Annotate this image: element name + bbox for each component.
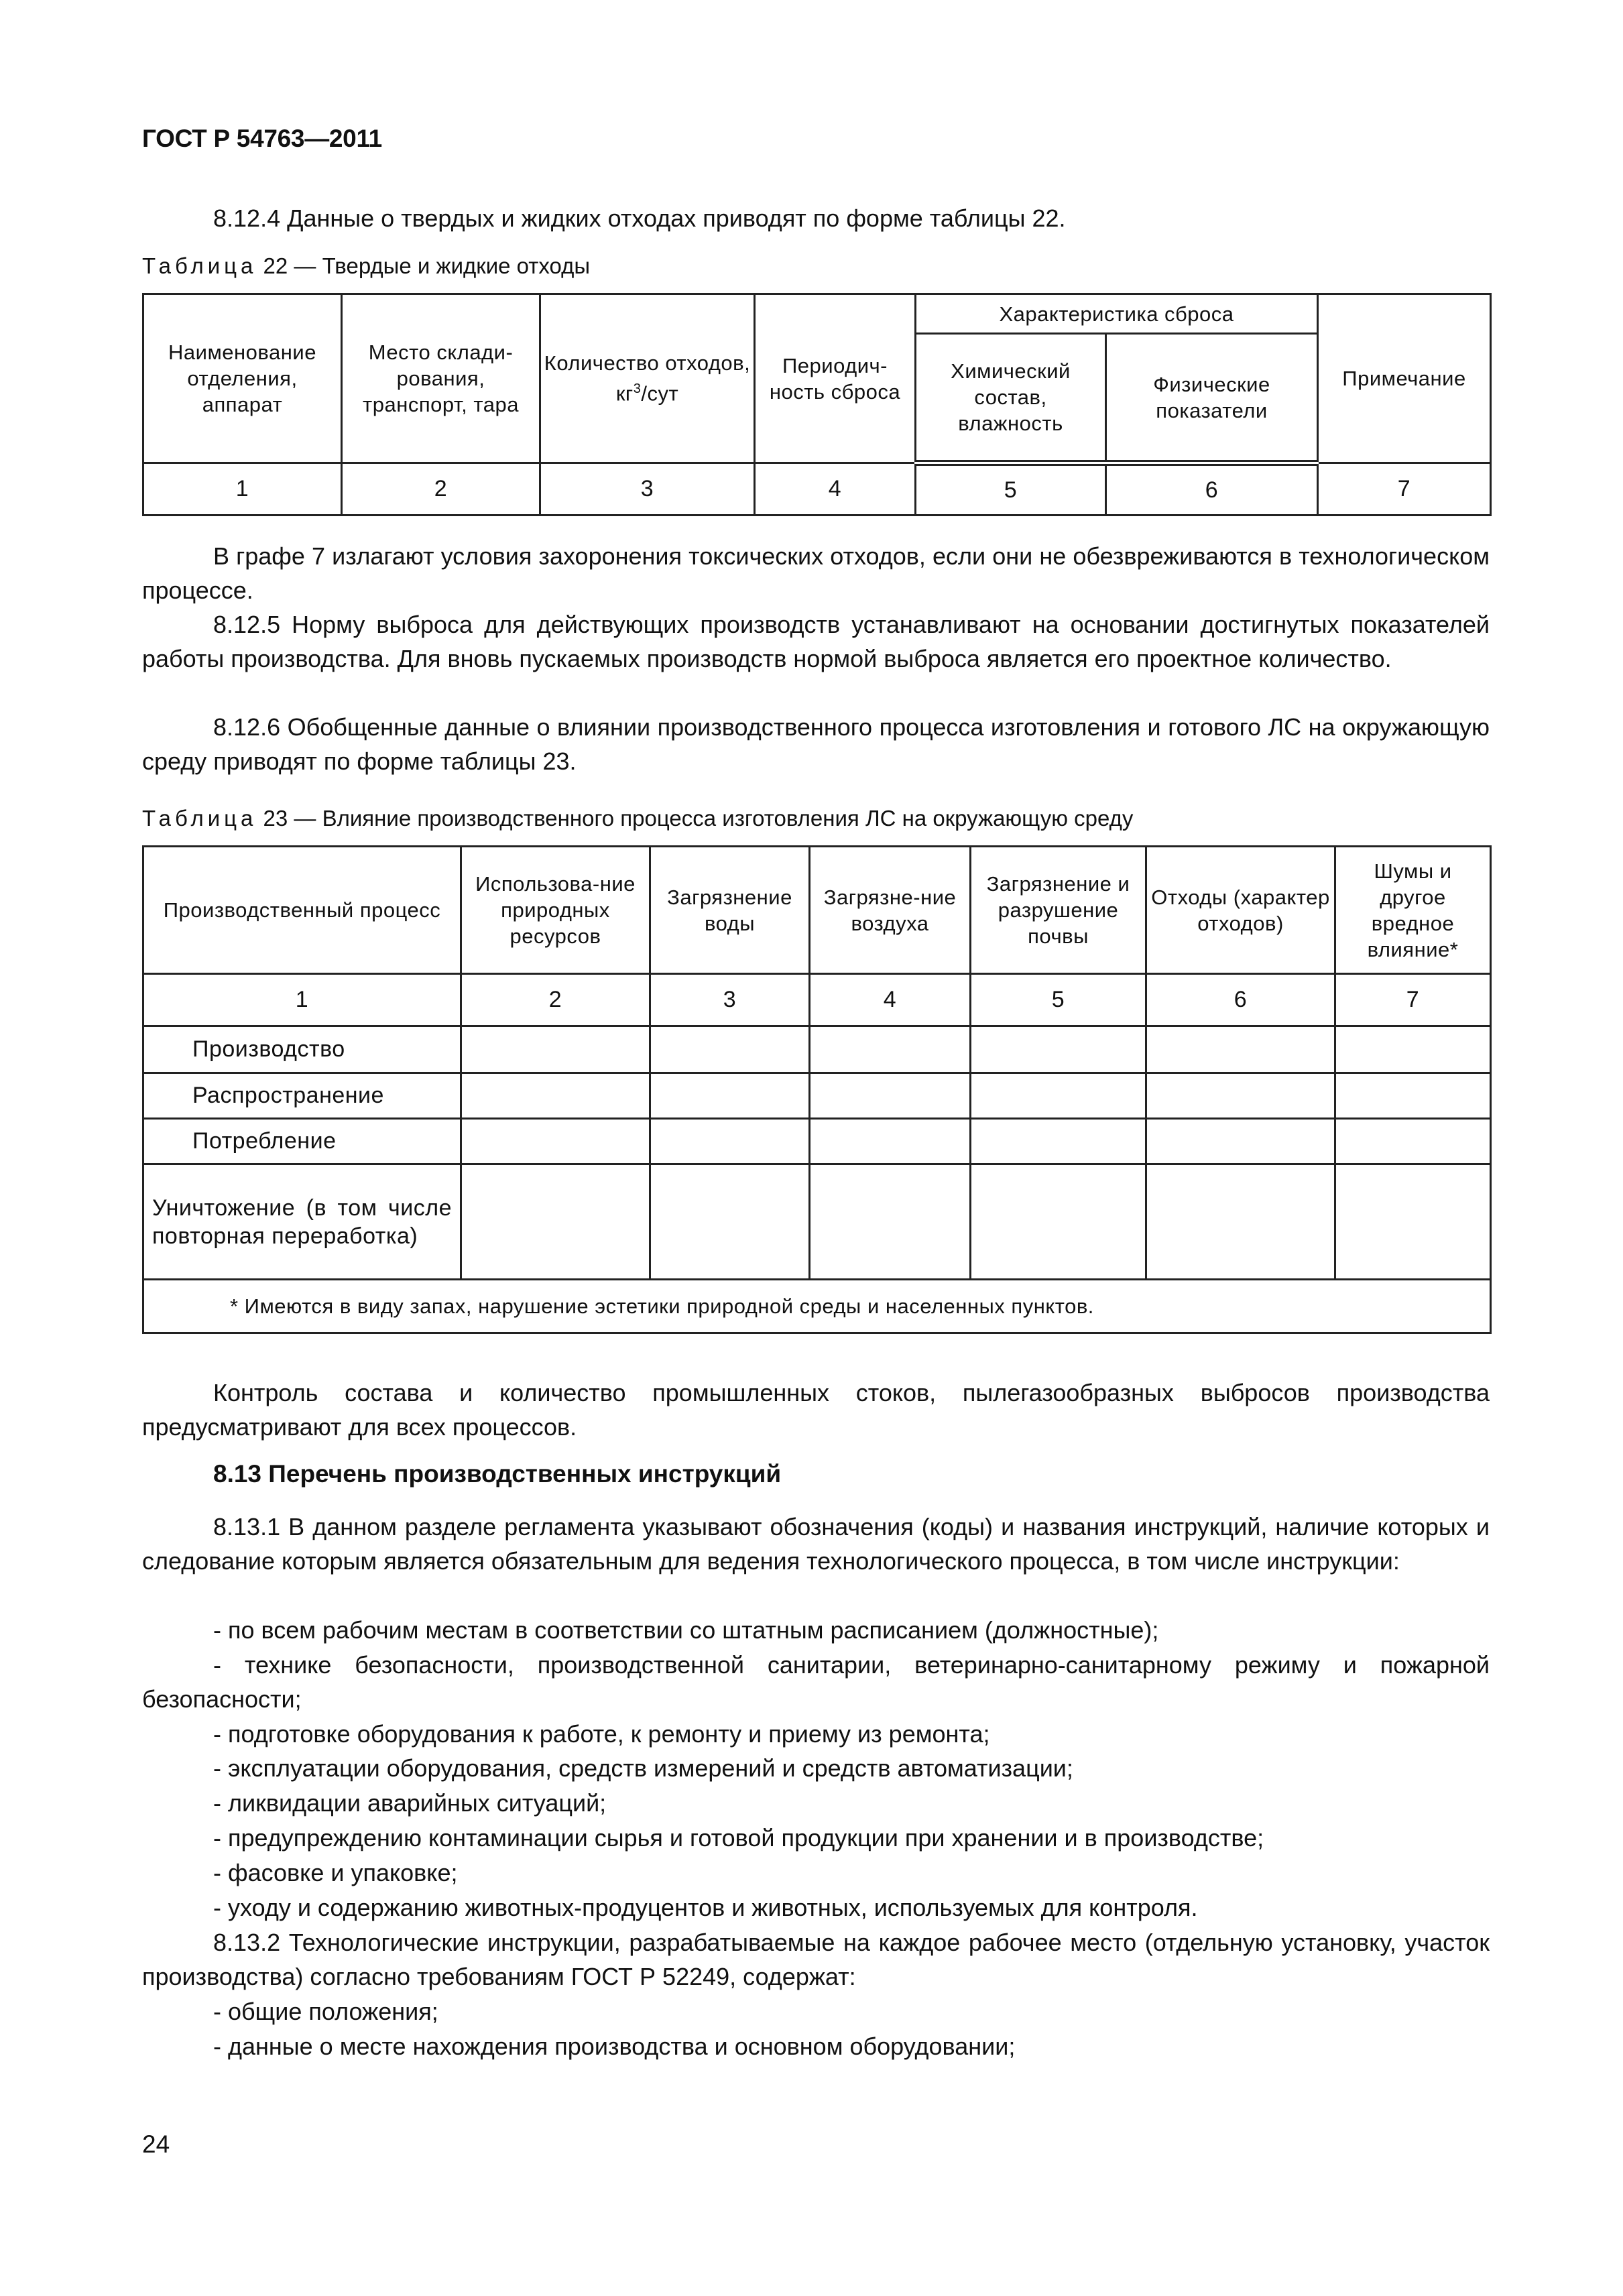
paragraph-8-12-5: 8.12.5 Норму выброса для действующих производств устанавливают на основании достигнутых показателей работы производства. Для вновь пускаемых производств нормой выброса является его проектное количество. [142, 611, 1490, 672]
table-23-col-number: 7 [1335, 974, 1491, 1026]
table-cell [1335, 1026, 1491, 1073]
table-cell [810, 1026, 971, 1073]
table-cell [1146, 1073, 1335, 1119]
table-22-header-discharge-group: Характеристика сброса [916, 294, 1318, 334]
table-cell [971, 1164, 1146, 1280]
paragraph-8-13-1: 8.13.1 В данном разделе регламента указывают обозначения (коды) и названия инструкций, наличие которых и следование которым является обязательным для ведения технологического процесса, в том числе инструкции: [142, 1513, 1490, 1575]
document-header: ГОСТ Р 54763—2011 [142, 125, 382, 152]
table-22-header-amount [540, 294, 755, 463]
table-22-col-number: 1 [143, 463, 342, 516]
table-23-header-water: Загрязнение воды [650, 847, 810, 974]
table-23-header-waste: Отходы (характер отходов) [1146, 847, 1335, 974]
table-row [143, 1026, 1491, 1073]
paragraph-8-13-2: 8.13.2 Технологические инструкции, разрабатываемые на каждое рабочее место (отдельную установку, участок производства) согласно требованиям ГОСТ Р 52249, содержат: [142, 1929, 1490, 1990]
table-23-col-number: 3 [650, 974, 810, 1026]
table-22 [142, 293, 1492, 516]
page-number: 24 [142, 2130, 170, 2158]
table-row [143, 1119, 1491, 1164]
list-item: - эксплуатации оборудования, средств измерений и средств автоматизации; [213, 1754, 1073, 1782]
table-22-header-amount-sup: 3 [633, 381, 642, 397]
table-cell [650, 1119, 810, 1164]
table-22-col-number: 7 [1318, 463, 1491, 516]
list-item: - технике безопасности, производственной санитарии, ветеринарно-санитарному режиму и пожарной безопасности; [142, 1651, 1490, 1713]
table-22-header-amount-text: Количество отходов, кг [544, 351, 751, 406]
table-23-footnote: * Имеются в виду запах, нарушение эстетики природной среды и населенных пунктов. [143, 1280, 1491, 1333]
table-22-caption [142, 253, 590, 279]
table-23-header-soil: Загрязнение и разрушение почвы [971, 847, 1146, 974]
table-cell [461, 1026, 650, 1073]
table-22-col-number: 5 [916, 463, 1106, 516]
table-23-row-label: Распространение [143, 1073, 461, 1119]
table-23-header-noise: Шумы и другое вредное влияние* [1335, 847, 1491, 974]
list-item: - фасовке и упаковке; [213, 1859, 458, 1886]
table-cell [1146, 1119, 1335, 1164]
table-23-col-number: 1 [143, 974, 461, 1026]
list-item: - ликвидации аварийных ситуаций; [213, 1789, 607, 1817]
table-row [143, 1073, 1491, 1119]
table-23-row-label: Производство [143, 1026, 461, 1073]
table-22-header-physical: Физические показатели [1106, 334, 1318, 463]
table-cell [1335, 1119, 1491, 1164]
table-22-header-periodicity: Периодич-ность сброса [755, 294, 916, 463]
table-cell [650, 1164, 810, 1280]
table-cell [810, 1073, 971, 1119]
table-22-header-note: Примечание [1318, 294, 1491, 463]
paragraph-8-12-4: 8.12.4 Данные о твердых и жидких отходах приводят по форме таблицы 22. [213, 204, 1066, 232]
section-heading-8-13: 8.13 Перечень производственных инструкций [213, 1460, 782, 1488]
table-cell [461, 1073, 650, 1119]
table-cell [650, 1026, 810, 1073]
table-23-header-air: Загрязне-ние воздуха [810, 847, 971, 974]
table-22-col-number: 3 [540, 463, 755, 516]
table-cell [1335, 1073, 1491, 1119]
table-23-col-number: 6 [1146, 974, 1335, 1026]
table-23-row-label: Уничтожение (в том числе повторная переработка) [143, 1164, 461, 1280]
table-cell [650, 1073, 810, 1119]
table-23 [142, 845, 1492, 1334]
list-item: - данные о месте нахождения производства и основном оборудовании; [213, 2033, 1016, 2060]
table-cell [810, 1164, 971, 1280]
table-22-col-number: 4 [755, 463, 916, 516]
table-22-header-chemical: Химический состав, влажность [916, 334, 1106, 463]
paragraph-control: Контроль состава и количество промышленных стоков, пылегазообразных выбросов производства предусматривают для всех процессов. [142, 1379, 1490, 1441]
table-cell [1146, 1164, 1335, 1280]
table-cell [461, 1164, 650, 1280]
table-cell [971, 1073, 1146, 1119]
table-23-header-resources: Использова-ние природных ресурсов [461, 847, 650, 974]
list-item: - общие положения; [213, 1998, 438, 2025]
table-23-header-process: Производственный процесс [143, 847, 461, 974]
table-cell [1146, 1026, 1335, 1073]
table-22-col-number: 2 [342, 463, 540, 516]
table-cell [810, 1119, 971, 1164]
table-row [143, 1164, 1491, 1280]
table-22-caption-title: 22 — Твердые и жидкие отходы [257, 253, 591, 278]
list-item: - подготовке оборудования к работе, к ремонту и приему из ремонта; [213, 1720, 990, 1748]
table-cell [971, 1119, 1146, 1164]
list-item: - по всем рабочим местам в соответствии со штатным расписанием (должностные); [213, 1616, 1159, 1644]
table-23-col-number: 4 [810, 974, 971, 1026]
list-item: - уходу и содержанию животных-продуцентов и животных, используемых для контроля. [213, 1894, 1198, 1921]
table-22-caption-word: Таблица [142, 253, 257, 278]
table-23-col-number: 2 [461, 974, 650, 1026]
paragraph-8-12-6: 8.12.6 Обобщенные данные о влиянии производственного процесса изготовления и готового ЛС на окружающую среду приводят по форме таблицы 23. [142, 713, 1490, 775]
table-cell [1335, 1164, 1491, 1280]
table-cell [461, 1119, 650, 1164]
list-item: - предупреждению контаминации сырья и готовой продукции при хранении и в производстве; [213, 1824, 1264, 1852]
table-23-caption-title: 23 — Влияние производственного процесса изготовления ЛС на окружающую среду [257, 806, 1134, 831]
table-23-caption [142, 806, 1133, 831]
paragraph-graph-7: В графе 7 излагают условия захоронения токсических отходов, если они не обезвреживаются в технологическом процессе. [142, 542, 1490, 604]
table-22-header-amount-unit: /сут [641, 381, 679, 406]
table-22-col-number: 6 [1106, 463, 1318, 516]
table-23-row-label: Потребление [143, 1119, 461, 1164]
table-23-col-number: 5 [971, 974, 1146, 1026]
table-23-caption-word: Таблица [142, 806, 257, 831]
table-cell [971, 1026, 1146, 1073]
table-22-header-department: Наименование отделения, аппарат [143, 294, 342, 463]
table-22-header-storage: Место склади-рования, транспорт, тара [342, 294, 540, 463]
